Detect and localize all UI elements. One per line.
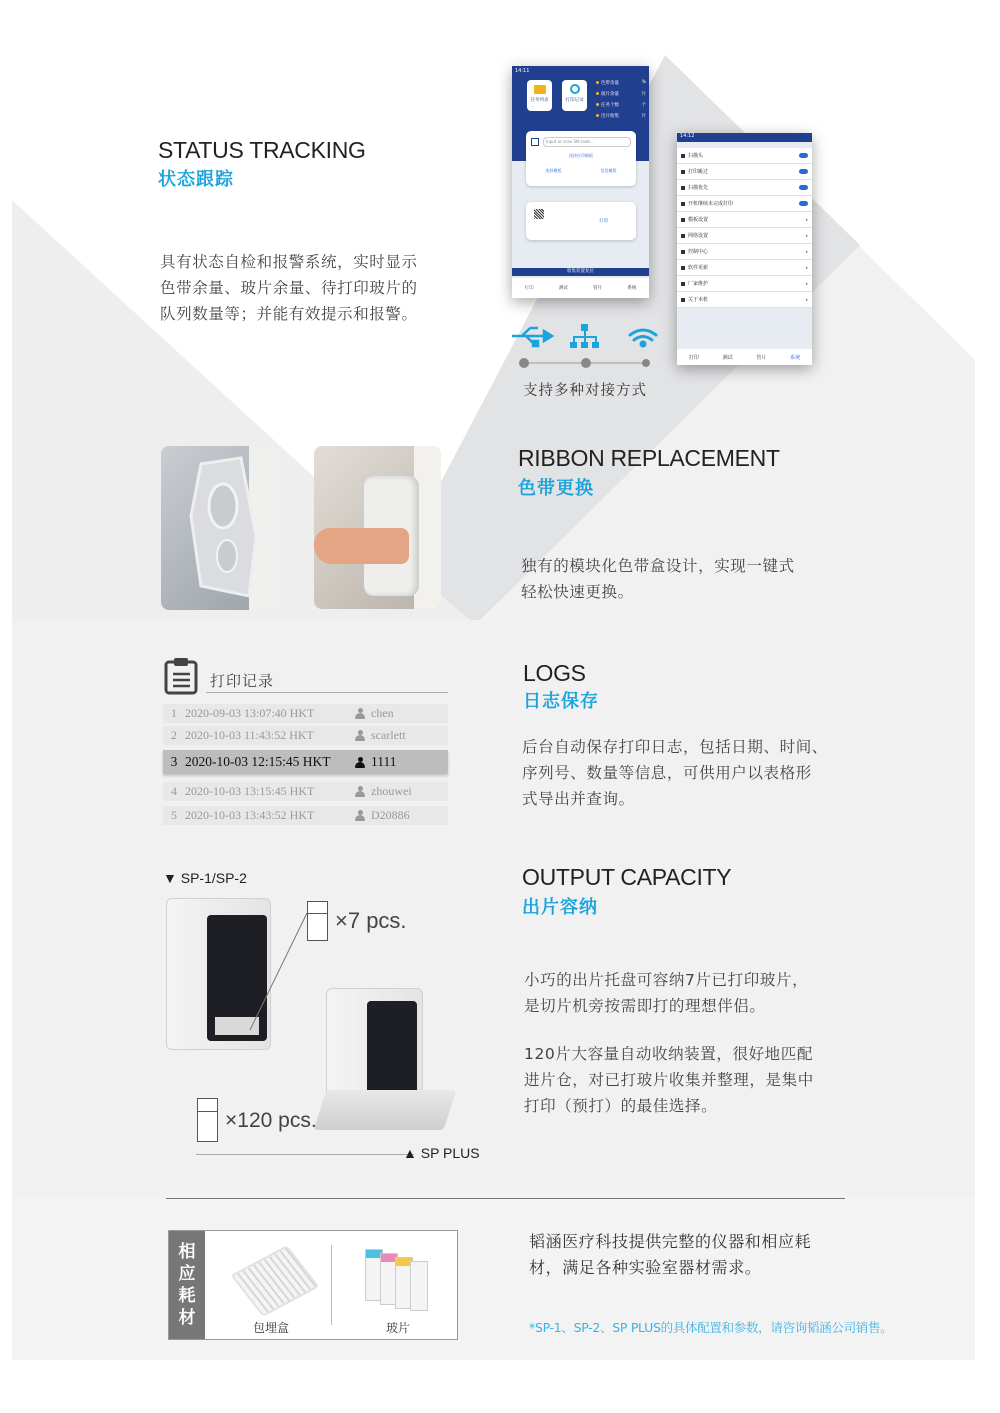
clipboard-icon [164,657,200,695]
nav-print[interactable]: 打印 [688,354,699,361]
status-stats [596,77,646,121]
settings-row[interactable]: 控制中心 › [677,244,812,260]
table-row[interactable]: 5 2020-10-03 13:43:52 HKT D20886 [163,806,448,825]
collector-tray [314,1090,457,1130]
status-dot-icon [596,103,599,106]
settings-row[interactable]: 网络设置 › [677,228,812,244]
option-left[interactable]: 选择模板 [545,168,562,173]
stat-item: 玻片余量 片 [596,88,646,99]
chevron-right-icon: › [805,215,808,224]
hand [314,528,409,564]
chevron-right-icon: › [805,295,808,304]
capacity-large: ×120 pcs. [225,1109,317,1132]
bottom-nav [512,278,649,298]
connection-options [510,322,660,374]
connection-caption: 支持多种对接方式 [523,383,647,399]
logs-title-en: LOGS [523,660,586,686]
status-bar: 14:12 [677,133,812,142]
print-records-title: 打印记录 [210,672,275,690]
user-icon [355,757,365,768]
chevron-right-icon: › [805,263,808,272]
stat-item: 任务个数 个 [596,99,646,110]
ribbon-photo-1 [161,446,281,610]
usb-icon [512,328,552,346]
nav-test[interactable]: 测试 [558,286,568,291]
output-title-cn: 出片容纳 [522,897,598,918]
stat-item: 出片收集 片 [596,110,646,121]
chevron-right-icon: › [805,247,808,256]
status-dot-icon [596,92,599,95]
settings-row[interactable]: 厂家维护 › [677,276,812,292]
setting-icon [681,282,685,286]
consumables-panel [168,1230,458,1340]
setting-icon [681,234,685,238]
wifi-icon [630,330,656,346]
toggle-switch[interactable] [799,201,808,206]
stat-item: 色带余量 % [596,77,646,88]
status-title-en: STATUS TRACKING [158,137,366,163]
toggle-switch[interactable] [799,153,808,158]
settings-row[interactable]: 关于本机 › [677,292,812,308]
setting-icon [681,170,685,174]
setting-icon [681,218,685,222]
setting-icon [681,266,685,270]
print-button[interactable]: 打印 [599,219,608,224]
slides-image [365,1249,427,1309]
task-list-icon [534,85,546,94]
scan-card [526,131,636,186]
status-title-cn: 状态跟踪 [158,169,234,190]
user-icon [355,810,365,821]
settings-row[interactable]: 扫描头 [677,148,812,164]
output-title-en: OUTPUT CAPACITY [522,864,732,890]
user-icon [355,786,365,797]
status-bar: 14:11 [515,68,530,74]
network-icon [570,324,599,348]
model-label-bottom: ▲ SP PLUS [403,1145,480,1161]
table-row-selected[interactable]: 3 2020-10-03 12:15:45 HKT 1111 [163,750,448,774]
task-list-button[interactable]: 任务列表 [527,80,552,111]
table-row[interactable]: 1 2020-09-03 13:07:40 HKT chen [163,704,448,723]
chevron-right-icon: › [805,231,808,240]
status-dot-icon [596,81,599,84]
sn-input[interactable]: Input or scan SN code... [543,137,631,147]
ribbon-description: 独有的模块化色带盒设计，实现一键式 轻松快速更换。 [521,557,795,601]
history-icon [570,84,580,94]
toggle-switch[interactable] [799,185,808,190]
select-template-button[interactable]: 选择打印模板 [569,153,593,158]
table-row[interactable]: 2 2020-10-03 11:43:52 HKT scarlett [163,726,448,745]
settings-screen [677,133,812,365]
settings-row[interactable]: 扫描优先 [677,180,812,196]
setting-icon [681,186,685,190]
setting-icon [681,298,685,302]
item-slide-label: 玻片 [386,1321,411,1335]
sales-note: *SP-1、SP-2、SP PLUS的具体配置和参数，请咨询韬涵公司销售。 [529,1320,893,1335]
bottom-nav [677,349,812,365]
cassette-image [230,1245,319,1317]
slide-icon [197,1098,218,1142]
logs-title-cn: 日志保存 [523,691,599,712]
table-row[interactable]: 4 2020-10-03 13:15:45 HKT zhouwei [163,782,448,801]
status-dot-icon [596,114,599,117]
settings-row[interactable]: 软件更新 › [677,260,812,276]
reset-collector-button[interactable]: 收集装置复位 [512,268,649,276]
nav-slides[interactable]: 管片 [593,286,603,291]
setting-icon [681,250,685,254]
setting-icon [681,154,685,158]
print-records-button[interactable]: 打印记录 [562,80,587,111]
nav-test[interactable]: 测试 [722,354,733,361]
print-card [526,202,636,240]
nav-slides[interactable]: 管片 [756,354,767,361]
item-cassette-label: 包埋盒 [253,1321,290,1335]
toggle-switch[interactable] [799,169,808,174]
ribbon-cassette [161,446,281,610]
settings-list [677,142,812,308]
nav-system[interactable]: 系统 [790,354,801,361]
user-icon [355,730,365,741]
consumables-description: 韬涵医疗科技提供完整的仪器和相应耗 材，满足各种实验室器材需求。 [529,1232,812,1277]
settings-row[interactable]: 模板设置 › [677,212,812,228]
model-label-top: ▼ SP-1/SP-2 [163,870,247,886]
capacity-small: ×7 pcs. [335,908,407,933]
nav-system[interactable]: 系统 [627,286,637,291]
slide-icon [307,901,328,941]
output-description-2: 120片大容量自动收纳装置，很好地匹配 进片仓，对已打玻片收集并整理，是集中 打印（预打）的最佳选择。 [524,1045,814,1115]
setting-icon [681,202,685,206]
user-icon [355,708,365,719]
main-screen [512,66,649,298]
chevron-right-icon: › [805,279,808,288]
consumables-side-label: 相 应 耗 材 [169,1231,205,1339]
output-description-1: 小巧的出片托盘可容纳7片已打印玻片， 是切片机旁按需即打的理想伴侣。 [524,971,809,1015]
ribbon-title-en: RIBBON REPLACEMENT [518,445,780,471]
settings-row[interactable]: 开机继续未完成打印 [677,196,812,212]
option-right[interactable]: 信息模版 [600,168,617,173]
logs-description: 后台自动保存打印日志，包括日期、时间、 序列号、数量等信息，可供用户以表格形 式导出并查询。 [522,738,828,808]
barcode-icon [534,209,544,219]
settings-row[interactable]: 打印跳过 [677,164,812,180]
ribbon-title-cn: 色带更换 [518,478,594,499]
status-description: 具有状态自检和报警系统，实时显示 色带余量、玻片余量、待打印玻片的 队列数量等；并能有效提示和报警。 [160,253,418,323]
ribbon-photo-2 [314,446,441,609]
nav-print[interactable]: 打印 [524,286,534,291]
qr-icon [531,138,539,146]
divider [166,1198,845,1199]
